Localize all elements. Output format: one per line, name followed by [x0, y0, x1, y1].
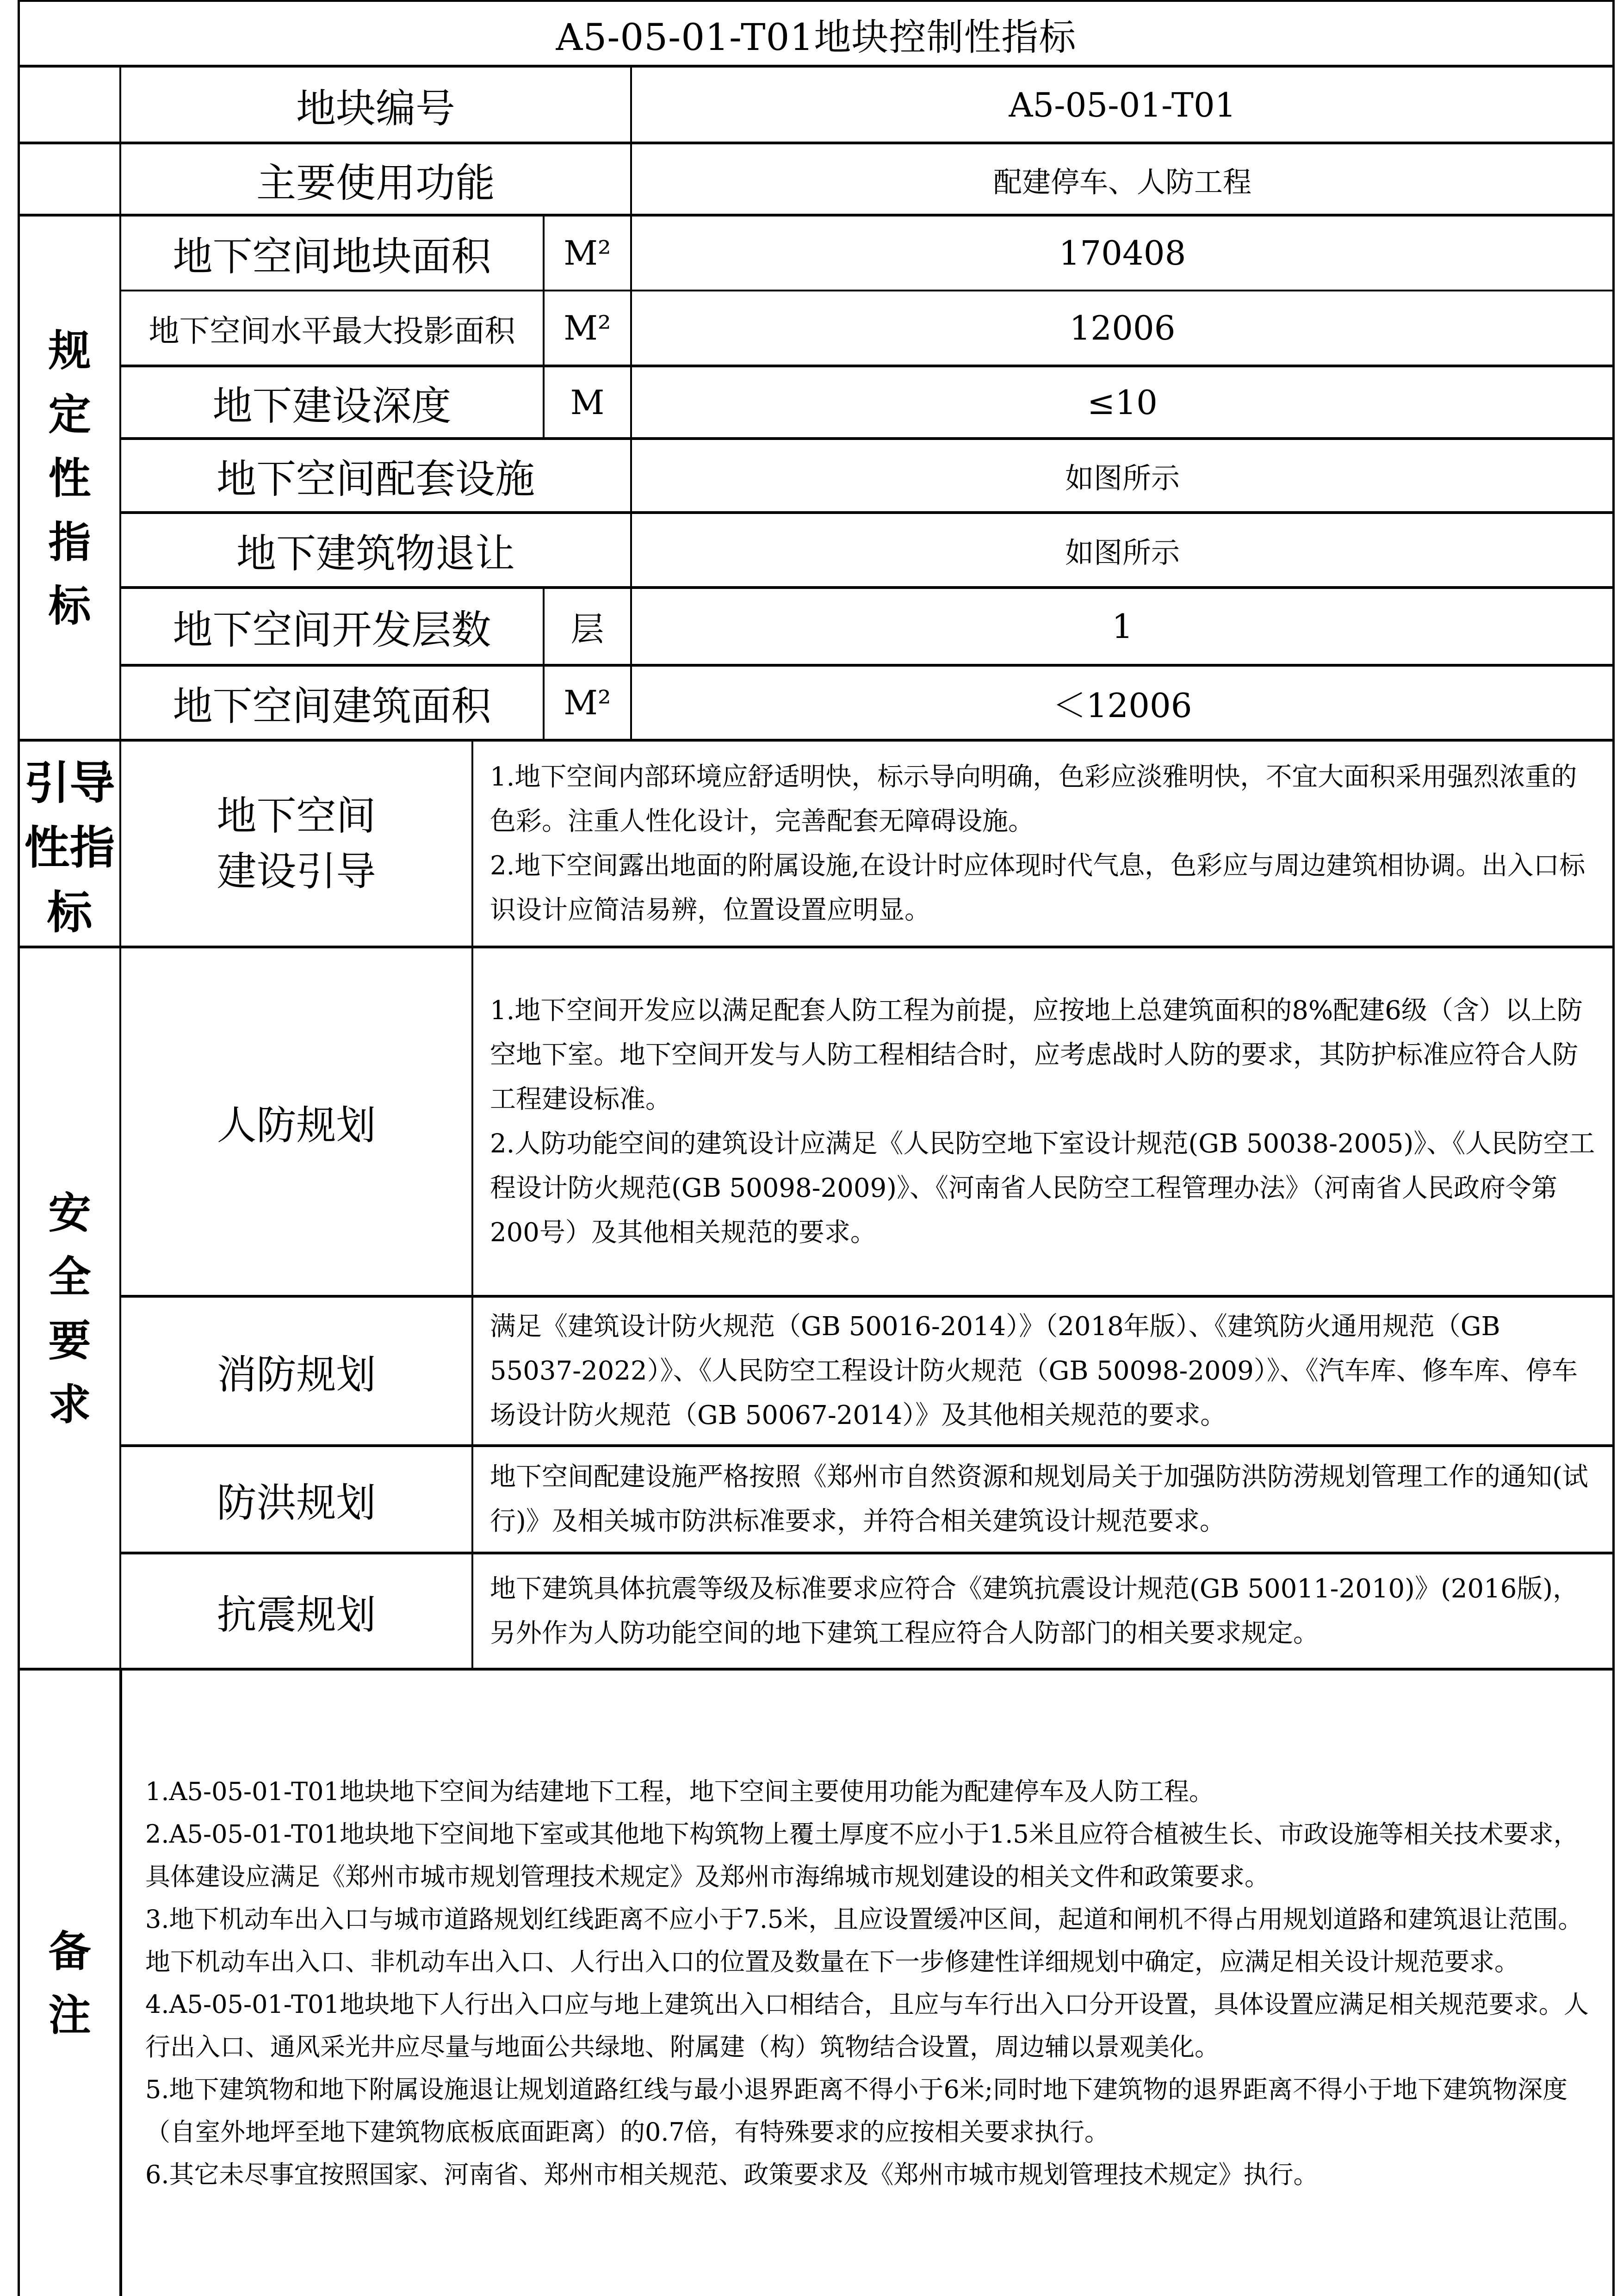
flood-control-text [473, 1447, 1613, 1552]
value-floor-area: ＜12006 [1053, 686, 1192, 725]
guidance-paragraph: 1.地下空间内部环境应舒适明快，标示导向明确，色彩应淡雅明快，不宜大面积采用强烈浓重的色彩。注重人性化设计，完善配套无障碍设施。 [490, 761, 1577, 836]
civil-defense-paragraph: 2.人防功能空间的建筑设计应满足《人民防空地下室设计规范(GB 50038-2005)》、《人民防空工程设计防火规范(GB 50098-2009)》、《河南省人民防空工程管理办法》（河南省人民政府令第200号）及其他相关规范的要求。 [490, 1128, 1595, 1248]
guidance-paragraph: 2.地下空间露出地面的附属设施,在设计时应体现时代气息，色彩应与周边建筑相协调。出入口标识设计应简洁易辨，位置设置应明显。 [490, 850, 1586, 925]
sheet-title: A5-05-01-T01地块控制性指标 [556, 16, 1077, 59]
unit-floor-area: M² [564, 683, 611, 722]
label-seismic: 抗震规划 [217, 1591, 376, 1638]
section-char: 备 [48, 1926, 91, 1976]
section-safety [20, 948, 119, 1669]
label-floor-area: 地下空间建筑面积 [173, 683, 491, 730]
section-regulatory-label [48, 319, 91, 638]
section-char: 注 [48, 1990, 91, 2040]
note-item: 4.A5-05-01-T01地块地下人行出入口应与地上建筑出入口相结合，且应与车行出入口分开设置，具体设置应满足相关规范要求。人行出入口、通风采光井应尽量与地面公共绿地、附属建（构）筑物结合设置，周边辅以景观美化。 [145, 1990, 1589, 2061]
section-notes-label [48, 1919, 91, 2047]
value-main-function: 配建停车、人防工程 [993, 165, 1251, 199]
section-char: 规 [48, 325, 91, 376]
label-main-function: 主要使用功能 [256, 160, 495, 206]
section-char: 求 [48, 1379, 91, 1430]
section-char: 定 [48, 389, 91, 439]
civil-defense-paragraph: 1.地下空间开发应以满足配套人防工程为前提，应按地上总建筑面积的8%配建6级（含）以上防空地下室。地下空间开发与人防工程相结合时，应考虑战时人防的要求，其防护标准应符合人防工程建设标准。 [490, 995, 1583, 1114]
guidance-text [473, 742, 1613, 946]
section-char: 标 [48, 581, 91, 631]
label-construction-guidance [121, 742, 471, 946]
note-item: 5.地下建筑物和地下附属设施退让规划道路红线与最小退界距离不得小于6米;同时地下建筑物的退界距离不得小于地下建筑物深度（自室外地坪至地下建筑物底板底面距离）的0.7倍，有特殊要求的应按相关要求执行。 [145, 2075, 1568, 2147]
section-guidance [20, 742, 119, 946]
label-plot-number: 地块编号 [296, 86, 455, 132]
section-char: 要 [48, 1315, 91, 1366]
label-underground-plot-area: 地下空间地块面积 [173, 234, 491, 280]
value-building-setback: 如图所示 [1065, 535, 1180, 569]
section-char: 指 [69, 821, 115, 874]
value-development-floors: 1 [1112, 607, 1133, 646]
label-supporting-facilities: 地下空间配套设施 [217, 456, 535, 502]
section-notes [20, 1671, 119, 2296]
section-char: 性 [48, 453, 91, 503]
unit-development-floors: 层 [570, 610, 604, 649]
unit-construction-depth: M [570, 383, 605, 422]
seismic-text [473, 1554, 1613, 1668]
section-char: 引 [24, 756, 70, 810]
section-char: 标 [47, 885, 93, 939]
label-line: 地下空间 [217, 792, 376, 839]
note-item: 3.地下机动车出入口与城市道路规划红线距离不应小于7.5米，且应设置缓冲区间，起道和闸机不得占用规划道路和建筑退让范围。地下机动车出入口、非机动车出入口、人行出入口的位置及数量在下一步修建性详细规划中确定，应满足相关设计规范要求。 [145, 1905, 1583, 1976]
flood-control-paragraph: 地下空间配建设施严格按照《郑州市自然资源和规划局关于加强防洪防涝规划管理工作的通知(试行)》及相关城市防洪标准要求，并符合相关建筑设计规范要求。 [490, 1462, 1588, 1536]
section-char: 性 [24, 821, 70, 874]
section-safety-label [48, 1181, 91, 1436]
label-building-setback: 地下建筑物退让 [236, 531, 515, 577]
label-civil-defense: 人防规划 [217, 1102, 376, 1149]
section-char: 导 [69, 756, 115, 810]
notes-text [122, 1671, 1613, 2296]
label-line: 建设引导 [217, 848, 376, 895]
section-char: 指 [48, 517, 91, 567]
value-underground-plot-area: 170408 [1059, 234, 1186, 272]
note-item: 2.A5-05-01-T01地块地下空间地下室或其他地下构筑物上覆土厚度不应小于1.5米且应符合植被生长、市政设施等相关技术要求，具体建设应满足《郑州市城市规划管理技术规定》及郑州市海绵城市规划建设的相关文件和政策要求。 [145, 1819, 1579, 1891]
section-char: 安 [48, 1188, 91, 1238]
section-regulatory [20, 217, 119, 740]
label-max-projection-area: 地下空间水平最大投影面积 [149, 313, 515, 349]
label-construction-depth: 地下建设深度 [212, 383, 452, 429]
label-flood-control: 防洪规划 [217, 1480, 376, 1526]
fire-protection-text [473, 1298, 1613, 1444]
note-item: 6.其它未尽事宜按照国家、河南省、郑州市相关规范、政策要求及《郑州市城市规划管理技术规定》执行。 [145, 2160, 1319, 2189]
value-plot-number: A5-05-01-T01 [1009, 86, 1236, 124]
unit-max-projection-area: M² [564, 309, 611, 347]
value-max-projection-area: 12006 [1069, 309, 1176, 347]
label-development-floors: 地下空间开发层数 [173, 607, 491, 653]
seismic-paragraph: 地下建筑具体抗震等级及标准要求应符合《建筑抗震设计规范(GB 50011-2010)》(2016版)，另外作为人防功能空间的地下建筑工程应符合人防部门的相关要求规定。 [490, 1573, 1579, 1648]
section-guidance-label [24, 747, 115, 941]
note-item: 1.A5-05-01-T01地块地下空间为结建地下工程，地下空间主要使用功能为配建停车及人防工程。 [145, 1777, 1214, 1806]
civil-defense-text [473, 948, 1613, 1295]
label-fire-protection: 消防规划 [217, 1351, 376, 1398]
value-supporting-facilities: 如图所示 [1065, 461, 1180, 495]
unit-underground-plot-area: M² [564, 234, 611, 272]
section-char: 全 [48, 1251, 91, 1302]
value-construction-depth: ≤10 [1087, 383, 1158, 422]
fire-protection-paragraph: 满足《建筑设计防火规范（GB 50016-2014）》（2018年版）、《建筑防火通用规范（GB 55037-2022）》、《人民防空工程设计防火规范（GB 50098-2009）》、《汽车库、修车库、停车场设计防火规范（GB 50067-2014）》及其他相关规范的要求。 [490, 1311, 1578, 1430]
